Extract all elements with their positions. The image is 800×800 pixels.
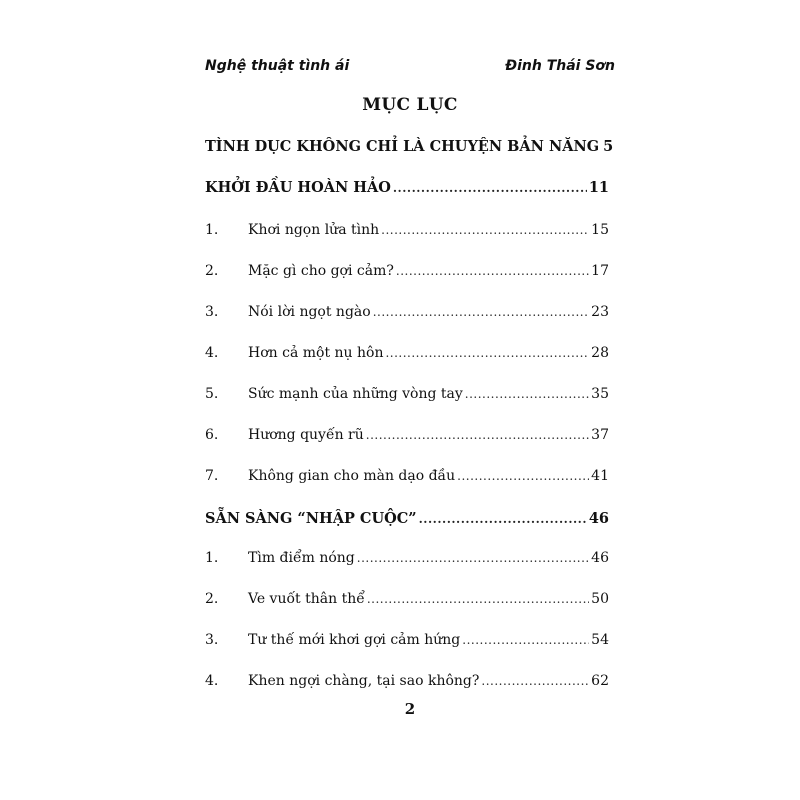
toc-page-number: 37 (591, 427, 609, 443)
toc-page-number: 50 (591, 591, 609, 607)
toc-item-number: 4. (205, 673, 219, 689)
page-number: 2 (404, 700, 416, 718)
toc-item-number: 7. (205, 468, 219, 484)
dot-leader (385, 346, 589, 360)
toc-item (205, 304, 609, 328)
dot-leader (481, 674, 589, 688)
toc-section-label: KHỞI ĐẦU HOÀN HẢO (205, 179, 391, 196)
dot-leader (462, 633, 589, 647)
toc-item (205, 673, 609, 697)
dot-leader (457, 469, 589, 483)
dot-leader (357, 551, 589, 565)
toc-item-number: 3. (205, 632, 219, 648)
toc-item-label: Sức mạnh của những vòng tay (248, 386, 463, 402)
toc-item-number: 1. (205, 222, 219, 238)
dot-leader (393, 181, 587, 195)
toc-item-label: Hơn cả một nụ hôn (248, 345, 384, 361)
toc-page-number: 62 (591, 673, 609, 689)
toc-item (205, 222, 609, 246)
toc-page-number: 23 (591, 304, 609, 320)
toc-page-number: 46 (591, 550, 609, 566)
toc-item-label: Nói lời ngọt ngào (248, 304, 371, 320)
toc-page-number: 28 (591, 345, 609, 361)
toc-title: MỤC LỤC (362, 95, 458, 115)
toc-page-number: 54 (591, 632, 609, 648)
toc-item-number: 5. (205, 386, 219, 402)
dot-leader (465, 387, 589, 401)
toc-item-label: Không gian cho màn dạo đầu (248, 468, 456, 484)
toc-item (205, 263, 609, 287)
toc-item (205, 345, 609, 369)
toc-item (205, 632, 609, 656)
toc-item-number: 1. (205, 550, 219, 566)
toc-item-label: Khen ngợi chàng, tại sao không? (248, 673, 480, 689)
toc-section-label: TÌNH DỤC KHÔNG CHỈ LÀ CHUYỆN BẢN NĂNG (205, 138, 600, 155)
toc-item (205, 427, 609, 451)
toc-item-label: Hương quyến rũ (248, 427, 364, 443)
toc-page-number: 15 (591, 222, 609, 238)
dot-leader (381, 223, 589, 237)
toc-section-label: SẴN SÀNG “NHẬP CUỘC” (205, 510, 417, 527)
toc-item-number: 3. (205, 304, 219, 320)
toc-page-number: 11 (588, 179, 609, 196)
toc-page-number: 41 (591, 468, 609, 484)
toc-item (205, 468, 609, 492)
book-title: Nghệ thuật tình ái (205, 58, 350, 74)
dot-leader (396, 264, 589, 278)
toc-page-number: 5 (603, 138, 614, 155)
toc-section (205, 138, 614, 162)
toc-item (205, 550, 609, 574)
toc-section (205, 510, 609, 534)
toc-section (205, 179, 609, 203)
toc-item-label: Tìm điểm nóng (248, 550, 355, 566)
running-header (205, 58, 615, 82)
toc-item-label: Mặc gì cho gợi cảm? (248, 263, 394, 279)
toc-item-number: 6. (205, 427, 219, 443)
author-name: Đinh Thái Sơn (505, 58, 615, 74)
dot-leader (366, 428, 589, 442)
toc-item-number: 2. (205, 263, 219, 279)
toc-item (205, 386, 609, 410)
toc-page-number: 35 (591, 386, 609, 402)
toc-item-number: 4. (205, 345, 219, 361)
toc-page-number: 17 (591, 263, 609, 279)
dot-leader (419, 512, 587, 526)
toc-item (205, 591, 609, 615)
toc-item-number: 2. (205, 591, 219, 607)
dot-leader (367, 592, 589, 606)
toc-item-label: Tư thế mới khơi gợi cảm hứng (248, 632, 461, 648)
toc-item-label: Khơi ngọn lửa tình (248, 222, 380, 238)
toc-item-label: Ve vuốt thân thể (248, 591, 365, 607)
toc-page-number: 46 (588, 510, 609, 527)
dot-leader (373, 305, 589, 319)
